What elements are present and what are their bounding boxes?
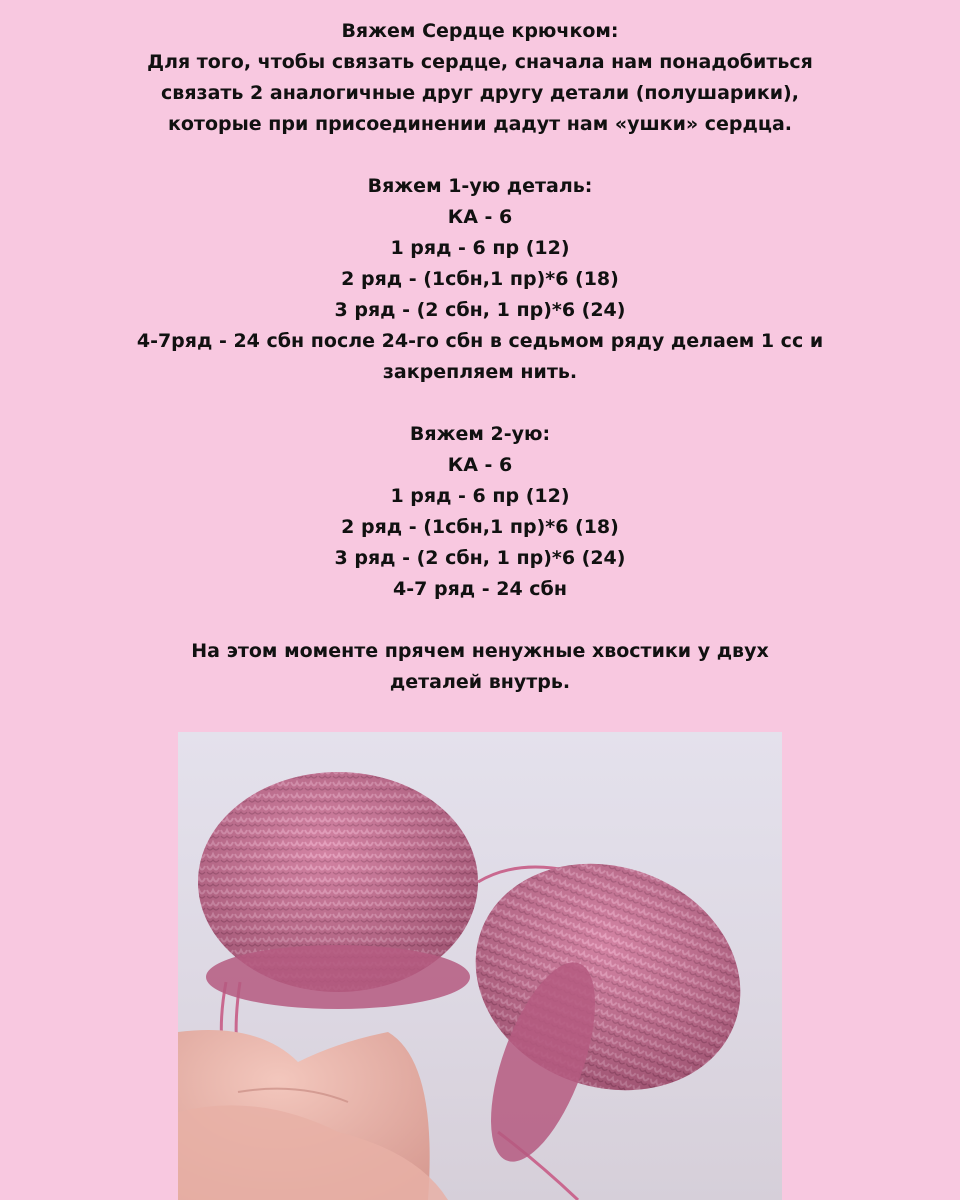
- part1-heading: Вяжем 1-ую деталь:: [367, 175, 593, 197]
- part2-heading: Вяжем 2-ую:: [409, 423, 551, 445]
- spacer: [0, 140, 960, 171]
- crochet-hemispheres-illustration: [178, 732, 782, 1200]
- part1-line-4: 3 ряд - (2 сбн, 1 пр)*6 (24): [334, 299, 626, 321]
- part2-line-2: 1 ряд - 6 пр (12): [390, 485, 570, 507]
- intro-line-3: которые при присоединении дадут нам «ушки» сердца.: [167, 113, 792, 135]
- part2-line-3: 2 ряд - (1сбн,1 пр)*6 (18): [341, 516, 619, 538]
- spacer: [0, 605, 960, 636]
- part1-line-5: 4-7ряд - 24 сбн после 24-го сбн в седьмом ряду делаем 1 сс и: [136, 330, 824, 352]
- intro-line-2: связать 2 аналогичные друг другу детали (полушарики),: [161, 82, 799, 104]
- closing-line-1: На этом моменте прячем ненужные хвостики у двух: [191, 640, 769, 662]
- closing-line-2: деталей внутрь.: [389, 671, 571, 693]
- part2-line-4: 3 ряд - (2 сбн, 1 пр)*6 (24): [334, 547, 626, 569]
- part2-line-1: КА - 6: [447, 454, 513, 476]
- part2-line-5: 4-7 ряд - 24 сбн: [393, 578, 567, 600]
- intro-line-1: Для того, чтобы связать сердце, сначала нам понадобиться: [147, 51, 813, 73]
- instructions-text: [0, 16, 960, 698]
- part1-line-6: закрепляем нить.: [382, 361, 578, 383]
- part1-line-3: 2 ряд - (1сбн,1 пр)*6 (18): [341, 268, 619, 290]
- title: Вяжем Сердце крючком:: [341, 20, 619, 42]
- crochet-photo: [178, 732, 782, 1200]
- spacer: [0, 388, 960, 419]
- part1-line-2: 1 ряд - 6 пр (12): [390, 237, 570, 259]
- part1-line-1: КА - 6: [447, 206, 513, 228]
